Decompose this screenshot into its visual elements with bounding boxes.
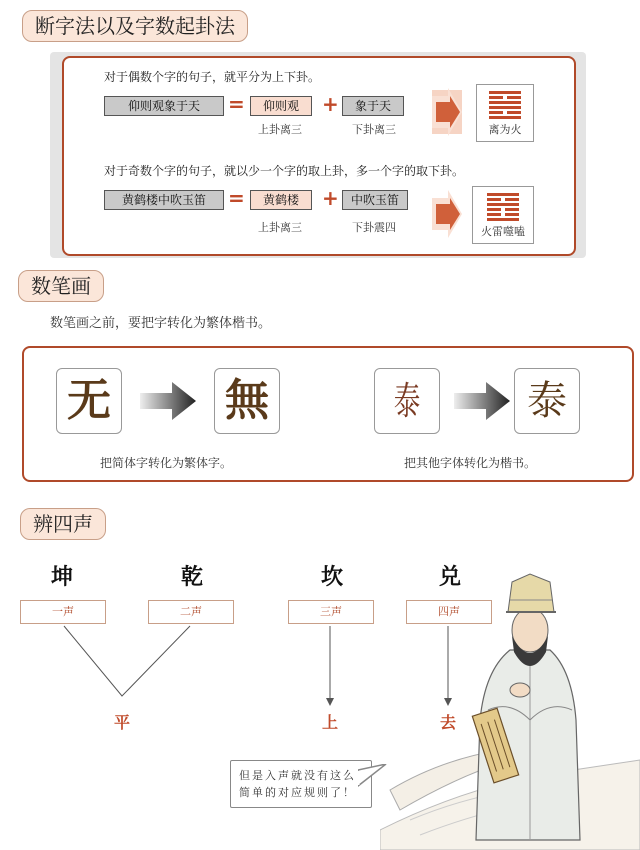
left-caption: 把简体字转化为繁体字。 [100,456,233,470]
char-dui: 兑 [438,565,461,590]
tone-box-1: 一声 [20,600,106,624]
result-ping: 平 [113,713,130,732]
plus-sign-2: + [322,186,339,210]
section-title-3: 辨四声 [20,508,106,540]
tone-box-3: 三声 [288,600,374,624]
equals-sign-2: = [228,186,245,210]
section-title-2: 数笔画 [18,270,104,302]
hexagram-shihe-icon [483,191,523,221]
odd-full-sentence: 黄鹤楼中吹玉笛 [104,190,224,210]
simplified-char: 无 [67,375,111,426]
odd-rule-text: 对于奇数个字的句子，就以少一个字的取上卦，多一个字的取下卦。 [104,164,465,178]
arrow-right-icon-2 [432,190,462,238]
char-kan: 坎 [320,565,343,590]
odd-lower-label: 下卦震四 [352,221,396,234]
right-caption: 把其他字体转化为楷书。 [404,456,537,470]
odd-result-label: 火雷噬嗑 [481,225,525,238]
scholar-illustration [380,560,640,850]
even-result-box [476,84,534,142]
odd-upper-label: 上卦离三 [258,221,302,234]
odd-lower-box: 中吹玉笛 [342,190,408,210]
kaishu-char: 泰 [527,378,567,424]
arrow-black-icon-2 [454,382,510,420]
even-lower-label: 下卦离三 [352,123,396,136]
simplified-char-box [56,368,122,434]
even-rule-text: 对于偶数个字的句子，就平分为上下卦。 [104,70,321,84]
char-kun: 坤 [50,565,73,590]
kaishu-char-box [514,368,580,434]
seal-char-box [374,368,440,434]
result-shang: 上 [321,713,338,732]
section-title-1: 断字法以及字数起卦法 [22,10,248,42]
plus-sign: + [322,92,339,116]
even-full-sentence: 仰则观象于天 [104,96,224,116]
odd-upper-box: 黄鹤楼 [250,190,312,210]
result-qu: 去 [439,713,456,732]
arrow-black-icon [140,382,196,420]
stroke-intro-text: 数笔画之前，要把字转化为繁体楷书。 [50,316,272,331]
speech-bubble: 但是入声就没有这么简单的对应规则了！ [230,760,372,808]
seal-char: 泰 [393,379,421,423]
char-qian: 乾 [180,565,203,590]
even-lower-box: 象于天 [342,96,404,116]
even-upper-label: 上卦离三 [258,123,302,136]
even-upper-box: 仰则观 [250,96,312,116]
tone-box-4: 四声 [406,600,492,624]
hexagram-li-icon [485,89,525,119]
tone-box-2: 二声 [148,600,234,624]
odd-result-box [472,186,534,244]
traditional-char: 無 [225,375,269,426]
arrow-right-icon [432,88,462,136]
traditional-char-box [214,368,280,434]
even-result-label: 离为火 [488,123,522,136]
equals-sign: = [228,92,245,116]
